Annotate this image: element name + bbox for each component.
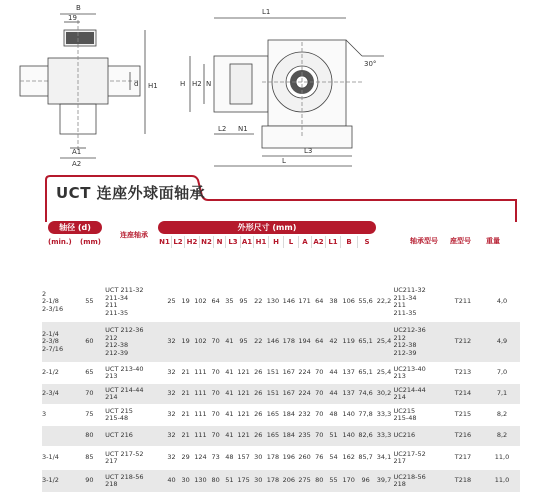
col-L2: L2 — [172, 236, 185, 248]
cell-bearing-no: UC211-32 211-34 211 211-35 — [393, 286, 426, 317]
cell-dim: 32 — [164, 384, 179, 404]
cell-dim: 38 — [329, 297, 338, 306]
cell-weight: 7,0 — [496, 368, 508, 377]
bearing-table — [42, 282, 520, 492]
cell-dim: 32 — [164, 322, 179, 362]
cell-dim: 33,3 — [376, 410, 392, 419]
cell-dim: 140 — [341, 426, 357, 446]
cell-dim: 111 — [193, 426, 209, 446]
cell-dim: 64 — [211, 297, 220, 306]
cell-bearing-no: UC213-40 213 — [393, 364, 426, 380]
label-L2: L2 — [218, 125, 227, 133]
cell-dim: 106 — [342, 297, 355, 306]
table-row — [42, 470, 520, 492]
cell-dim: 29 — [181, 453, 190, 462]
cell-dim: 77,8 — [358, 410, 373, 419]
cell-mm: 75 — [85, 410, 94, 419]
cell-mm: 70 — [74, 384, 106, 404]
cell-dim: 70 — [208, 322, 223, 362]
cell-unit: UCT 212-36 212 212-38 212-39 — [105, 322, 164, 362]
cell-dim: 96 — [357, 470, 375, 492]
cell-dim: 170 — [341, 470, 357, 492]
cell-dim: 111 — [194, 368, 207, 377]
cell-dim: 157 — [237, 453, 250, 462]
cell-dim: 184 — [281, 426, 297, 446]
cell-dim: 26 — [251, 426, 265, 446]
cell-dim: 196 — [282, 453, 295, 462]
label-19: 19 — [68, 14, 77, 22]
cell-weight: 4,9 — [484, 322, 520, 362]
min-label: (min.) — [48, 238, 72, 246]
cell-inch: 2 2-1/8 2-3/16 — [42, 289, 64, 313]
cell-dim: 30 — [251, 470, 265, 492]
label-A1: A1 — [72, 148, 82, 156]
label-L3: L3 — [304, 147, 313, 155]
cell-dim: 130 — [193, 470, 209, 492]
cell-dim: 30,2 — [375, 384, 394, 404]
cell-dim: 25 — [167, 297, 176, 306]
cell-dim: 70 — [312, 384, 326, 404]
label-angle: 30° — [364, 60, 377, 68]
bearing-unit-header: 连座轴承 — [120, 231, 148, 239]
label-A2: A2 — [72, 160, 82, 168]
bearing-no-header: 轴承型号 — [410, 237, 438, 245]
label-d: d — [134, 80, 139, 88]
weight-header: 重量 — [486, 237, 500, 245]
cell-dim: 55 — [326, 470, 341, 492]
mm-label: (mm) — [80, 238, 101, 246]
table-row — [42, 322, 520, 362]
cell-inch: 3-1/2 — [42, 470, 74, 492]
cell-dim: 54 — [329, 453, 338, 462]
cell-housing-no: T218 — [442, 470, 484, 492]
cell-dim: 41 — [223, 384, 236, 404]
cell-dim: 51 — [326, 426, 341, 446]
cell-dim: 39,7 — [375, 470, 394, 492]
cell-dim: 70 — [208, 426, 223, 446]
cell-dim: 178 — [265, 470, 281, 492]
technical-drawing — [0, 0, 560, 170]
cell-housing-no: T214 — [442, 384, 484, 404]
cell-dim: 151 — [266, 368, 280, 377]
label-N1: N1 — [238, 125, 248, 133]
col-N2: N2 — [200, 236, 214, 248]
shaft-dia-header: 轴径 (d) — [48, 221, 102, 234]
col-B: B — [341, 236, 358, 248]
cell-dim: 73 — [211, 453, 220, 462]
col-L3: L3 — [226, 236, 241, 248]
cell-bearing-no: UC218-56 218 — [393, 470, 441, 492]
cell-housing-no: T215 — [454, 410, 472, 419]
cell-dim: 22,2 — [376, 297, 392, 306]
cell-mm: 90 — [74, 470, 106, 492]
cell-dim: 232 — [298, 410, 311, 419]
cell-weight: 11,0 — [484, 470, 520, 492]
cell-dim: 64 — [315, 297, 324, 306]
cell-dim: 26 — [254, 368, 263, 377]
cell-dim: 70 — [312, 426, 326, 446]
cell-dim: 32 — [167, 410, 176, 419]
cell-dim: 137 — [342, 368, 355, 377]
cell-housing-no: T211 — [454, 297, 472, 306]
cell-dim: 130 — [266, 297, 280, 306]
cell-mm: 60 — [74, 322, 106, 362]
col-H2: H2 — [185, 236, 200, 248]
col-L: L — [284, 236, 299, 248]
cell-dim: 21 — [181, 368, 190, 377]
cell-dim: 30 — [179, 470, 193, 492]
dimension-column-headers — [158, 236, 376, 248]
cell-dim: 95 — [239, 297, 248, 306]
cell-dim: 32 — [167, 453, 176, 462]
cell-dim: 162 — [342, 453, 355, 462]
table-row — [42, 404, 520, 426]
cell-bearing-no: UC217-52 217 — [393, 449, 426, 465]
col-N: N — [214, 236, 226, 248]
cell-housing-no: T213 — [454, 368, 472, 377]
col-A2: A2 — [312, 236, 326, 248]
col-H1: H1 — [254, 236, 269, 248]
cell-dim: 48 — [225, 453, 234, 462]
cell-unit: UCT 213-40 213 — [105, 364, 144, 380]
cell-dim: 34,1 — [376, 453, 392, 462]
cell-dim: 275 — [297, 470, 313, 492]
cell-dim: 167 — [282, 368, 295, 377]
table-row — [42, 362, 520, 384]
cell-inch: 2-3/4 — [42, 384, 74, 404]
cell-inch: 2-1/4 2-3/8 2-7/16 — [42, 322, 74, 362]
cell-dim: 224 — [298, 368, 311, 377]
cell-dim: 70 — [211, 368, 220, 377]
cell-dim: 137 — [341, 384, 357, 404]
cell-dim: 151 — [265, 384, 281, 404]
cell-dim: 41 — [223, 322, 236, 362]
cell-dim: 26 — [251, 384, 265, 404]
label-B: B — [76, 4, 81, 12]
cell-dim: 25,4 — [376, 368, 392, 377]
cell-dim: 64 — [312, 322, 326, 362]
cell-dim: 194 — [297, 322, 313, 362]
cell-bearing-no: UC214-44 214 — [393, 384, 441, 404]
cell-dim: 102 — [194, 297, 207, 306]
cell-unit: UCT 217-52 217 — [105, 449, 144, 465]
cell-dim: 119 — [341, 322, 357, 362]
cell-dim: 70 — [211, 410, 220, 419]
cell-weight: 8,2 — [496, 410, 508, 419]
cell-housing-no: T212 — [442, 322, 484, 362]
cell-dim: 19 — [181, 297, 190, 306]
cell-dim: 206 — [281, 470, 297, 492]
cell-dim: 22 — [254, 297, 263, 306]
cell-dim: 178 — [266, 453, 280, 462]
cell-dim: 41 — [225, 368, 234, 377]
cell-bearing-no: UC215 215-48 — [393, 406, 417, 422]
cell-weight: 8,2 — [484, 426, 520, 446]
cell-dim: 41 — [225, 410, 234, 419]
housing-no-header: 座型号 — [450, 237, 471, 245]
cell-unit: UCT 215 215-48 — [105, 406, 133, 422]
cell-dim: 146 — [282, 297, 295, 306]
cell-dim: 80 — [208, 470, 223, 492]
col-N1: N1 — [158, 236, 172, 248]
col-H: H — [269, 236, 284, 248]
table-row — [42, 282, 520, 322]
cell-dim: 165 — [266, 410, 280, 419]
cell-inch: 3-1/4 — [42, 453, 59, 462]
label-H2: H2 — [192, 80, 202, 88]
cell-dim: 146 — [265, 322, 281, 362]
cell-dim: 224 — [297, 384, 313, 404]
cell-dim: 21 — [179, 426, 193, 446]
cell-dim: 21 — [179, 384, 193, 404]
cell-dim: 76 — [315, 453, 324, 462]
cell-dim: 140 — [342, 410, 355, 419]
cell-dim: 32 — [167, 368, 176, 377]
cell-weight: 4,0 — [496, 297, 508, 306]
cell-weight: 11,0 — [494, 453, 510, 462]
cell-dim: 21 — [181, 410, 190, 419]
cell-dim: 74,6 — [357, 384, 375, 404]
cell-dim: 82,6 — [357, 426, 375, 446]
cell-dim: 80 — [312, 470, 326, 492]
table-row — [42, 384, 520, 404]
label-L: L — [282, 157, 286, 165]
cell-dim: 33,3 — [375, 426, 394, 446]
cell-dim: 30 — [254, 453, 263, 462]
cell-dim: 70 — [315, 368, 324, 377]
cell-dim: 178 — [281, 322, 297, 362]
cell-unit: UCT 214-44 214 — [105, 384, 164, 404]
label-H: H — [180, 80, 186, 88]
cell-dim: 124 — [194, 453, 207, 462]
cell-dim: 19 — [179, 322, 193, 362]
label-N: N — [206, 80, 212, 88]
label-L1: L1 — [262, 8, 271, 16]
cell-dim: 65,1 — [358, 368, 373, 377]
cell-dim: 102 — [193, 322, 209, 362]
table-row — [42, 426, 520, 446]
cell-dim: 165 — [265, 426, 281, 446]
cell-dim: 70 — [315, 410, 324, 419]
cell-mm: 85 — [85, 453, 94, 462]
cell-dim: 55,6 — [358, 297, 373, 306]
cell-mm: 65 — [85, 368, 94, 377]
cell-weight: 7,1 — [484, 384, 520, 404]
cell-unit: UCT 216 — [105, 426, 164, 446]
cell-dim: 85,7 — [358, 453, 373, 462]
cell-dim: 42 — [326, 322, 341, 362]
cell-dim: 51 — [223, 470, 236, 492]
cell-dim: 184 — [282, 410, 295, 419]
cell-dim: 44 — [326, 384, 341, 404]
cell-dim: 95 — [236, 322, 252, 362]
cell-dim: 171 — [298, 297, 311, 306]
cell-bearing-no: UC216 — [393, 426, 441, 446]
table-row — [42, 446, 520, 470]
cell-housing-no: T216 — [442, 426, 484, 446]
cell-dim: 26 — [254, 410, 263, 419]
cell-inch — [42, 426, 74, 446]
cell-dim: 121 — [236, 426, 252, 446]
col-A1: A1 — [241, 238, 253, 246]
cell-unit: UCT 218-56 218 — [105, 470, 164, 492]
cell-dim: 121 — [237, 410, 250, 419]
cell-dim: 41 — [223, 426, 236, 446]
cell-dim: 175 — [236, 470, 252, 492]
col-L1: L1 — [326, 236, 341, 248]
cell-dim: 35 — [225, 297, 234, 306]
cell-dim: 22 — [251, 322, 265, 362]
cell-dim: 235 — [297, 426, 313, 446]
cell-dim: 32 — [164, 426, 179, 446]
cell-dim: 260 — [298, 453, 311, 462]
cell-dim: 167 — [281, 384, 297, 404]
cell-dim: 121 — [236, 384, 252, 404]
cell-inch: 3 — [42, 410, 47, 419]
cell-mm: 55 — [85, 297, 94, 306]
cell-dim: 65,1 — [357, 322, 375, 362]
cell-housing-no: T217 — [454, 453, 472, 462]
cell-dim: 40 — [164, 470, 179, 492]
col-S: S — [364, 238, 370, 246]
cell-dim: 111 — [194, 410, 207, 419]
col-A: A — [299, 236, 312, 248]
cell-dim: 111 — [193, 384, 209, 404]
cell-dim: 44 — [329, 368, 338, 377]
label-H1: H1 — [148, 82, 158, 90]
cell-dim: 70 — [208, 384, 223, 404]
cell-inch: 2-1/2 — [42, 368, 59, 377]
cell-dim: 121 — [237, 368, 250, 377]
outer-dims-header: 外形尺寸 (mm) — [158, 221, 376, 234]
cell-unit: UCT 211-32 211-34 211 211-35 — [105, 286, 144, 317]
cell-mm: 80 — [74, 426, 106, 446]
cell-dim: 48 — [329, 410, 338, 419]
cell-bearing-no: UC212-36 212 212-38 212-39 — [393, 322, 441, 362]
cell-dim: 25,4 — [375, 322, 394, 362]
page-title: UCT 连座外球面轴承 — [56, 184, 206, 202]
